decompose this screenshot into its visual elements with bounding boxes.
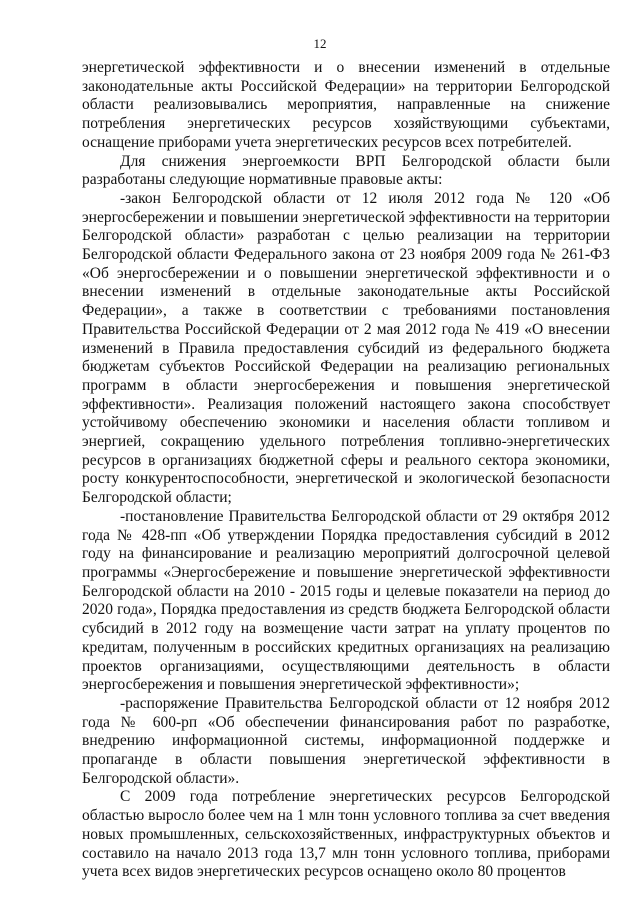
paragraph-law-120: -закон Белгородской области от 12 июля 2012 года № 120 «Об энергосбережении и повышении энергетической эффективности на территории Белгородской области» разработан с целью реализации на территории Белгородской области Федерального закона от 23 ноября 2009 года № 261-ФЗ «Об энергосбережении и о повышении энергетической эффективности и о внесении изменений в отдельные законодательные акты Российской Федерации», а также в соответствии с требованиями постановления Правительства Российской Федерации от 2 мая 2012 года № 419 «О внесении изменений в Правила предоставления субсидий из федерального бюджета бюджетам субъектов Российской Федерации на реализацию региональных программ в области энергосбережения и повышения энергетической эффективности». Реализация положений настоящего закона способствует устойчивому обеспечению экономики и населения области топливом и энергией, сокращению удельного потребления топливно-энергетических ресурсов в организациях бюджетной сферы и реального сектора экономики, росту конкурентоспособности, энергетической и экологической безопасности Белгородской области; (82, 189, 610, 507)
document-body (82, 59, 610, 882)
paragraph-resolution-428: -постановление Правительства Белгородской области от 29 октября 2012 года № 428-пп «Об утверждении Порядка предоставления субсидий в 2012 году на финансирование и реализацию мероприятий долгосрочной целевой программы «Энергосбережение и повышение энергетической эффективности Белгородской области на 2010 - 2015 годы и целевые показатели на период до 2020 года», Порядка предоставления из средств бюджета Белгородской области субсидий в 2012 году на возмещение части затрат на уплату процентов по кредитам, полученным в российских кредитных организациях на реализацию проектов организациями, осуществляющими деятельность в области энергосбережения и повышения энергетической эффективности»; (82, 507, 610, 694)
page-number: 12 (313, 36, 327, 51)
paragraph-order-600: -распоряжение Правительства Белгородской области от 12 ноября 2012 года № 600-рп «Об обеспечении финансирования работ по разработке, внедрению информационной системы, информационной поддержке и пропаганде в области повышения энергетической эффективности в Белгородской области». (82, 694, 610, 787)
paragraph-consumption-growth: С 2009 года потребление энергетических ресурсов Белгородской областью выросло более чем на 1 млн тонн условного топлива за счет введения новых промышленных, сельскохозяйственных, инфраструктурных объектов и составило на начало 2013 года 13,7 млн тонн условного топлива, приборами учета всех видов энергетических ресурсов оснащено около 80 процентов (82, 788, 610, 881)
paragraph-acts-intro: Для снижения энергоемкости ВРП Белгородской области были разработаны следующие нормативные правовые акты: (82, 152, 610, 189)
paragraph-intro-continuation: энергетической эффективности и о внесении изменений в отдельные законодательные акты Российской Федерации» на территории Белгородской области реализовывались мероприятия, направленные на снижение потребления энергетических ресурсов хозяйствующими субъектами, оснащение приборами учета энергетических ресурсов всех потребителей. (82, 59, 610, 151)
